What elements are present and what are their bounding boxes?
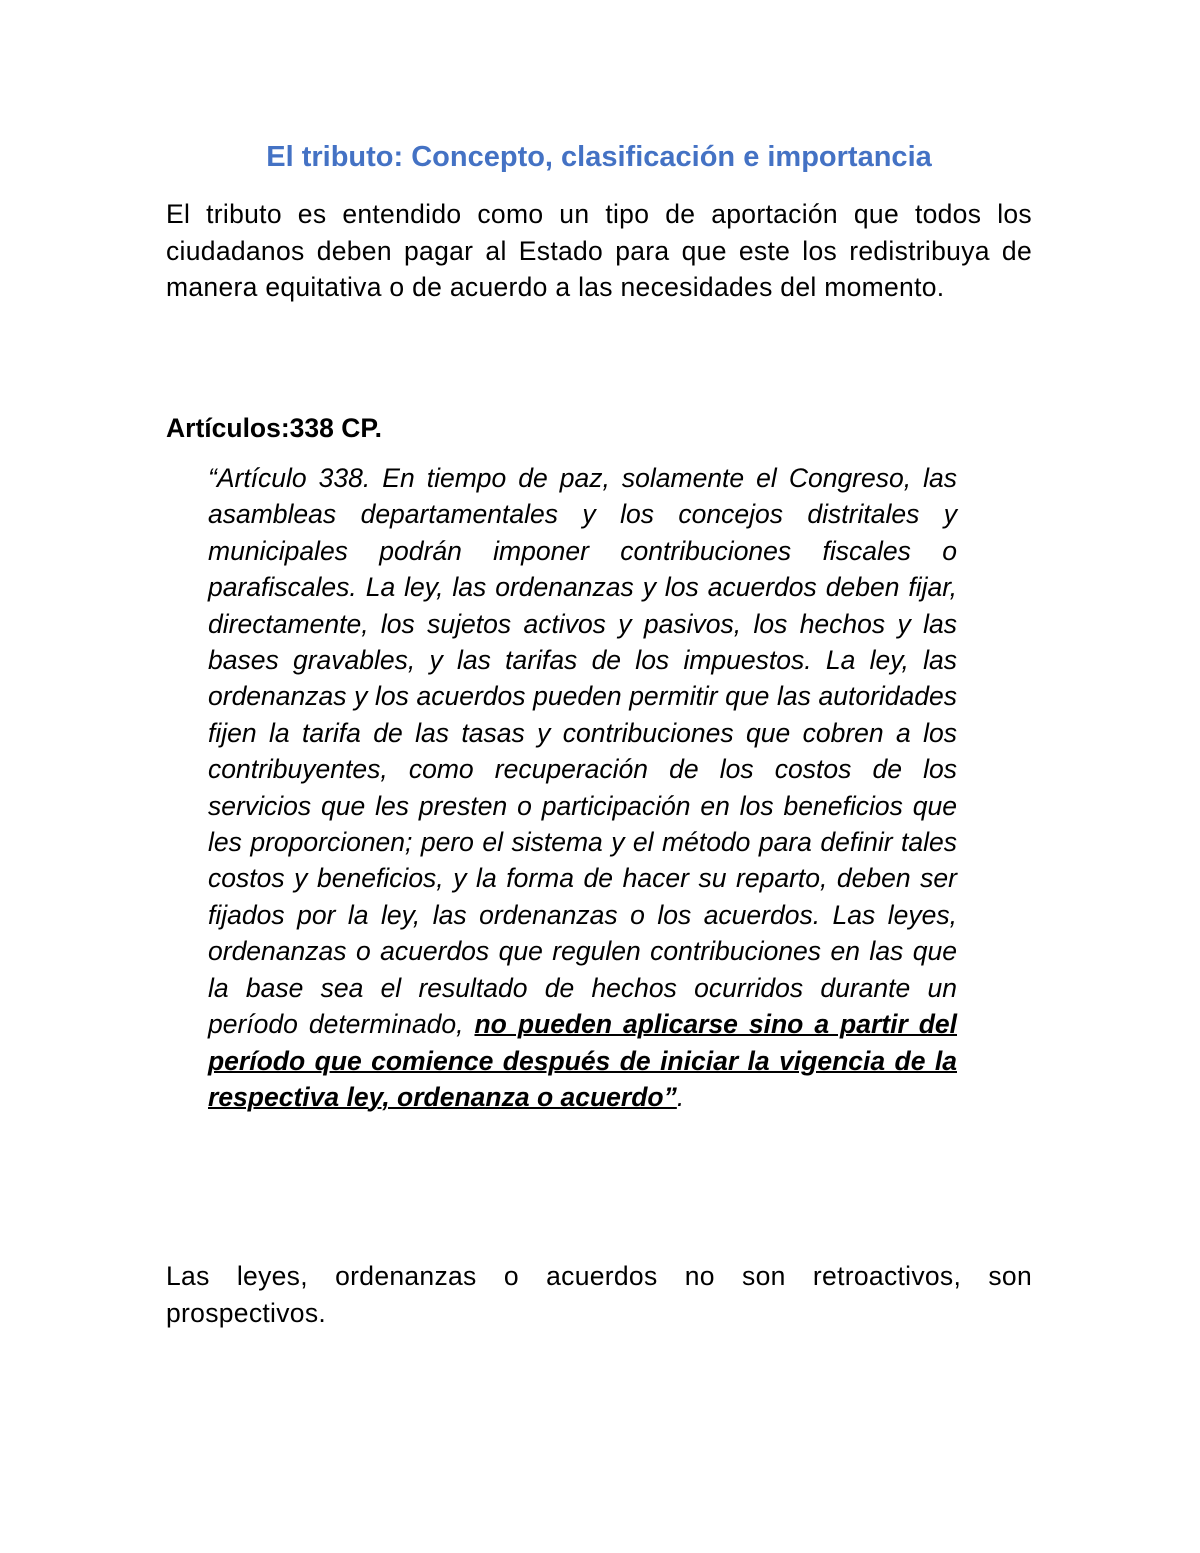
intro-paragraph: El tributo es entendido como un tipo de aportación que todos los ciudadanos deben pagar al Estado para que este los redistribuya de manera equitativa o de acuerdo a las necesidades del momento. bbox=[166, 199, 1032, 302]
article-quote bbox=[208, 460, 957, 1115]
closing-paragraph: Las leyes, ordenanzas o acuerdos no son retroactivos, son prospectivos. bbox=[166, 1261, 1032, 1328]
articles-heading: Artículos:338 CP. bbox=[166, 413, 383, 443]
document-title: El tributo: Concepto, clasificación e importancia bbox=[266, 141, 932, 173]
quote-end-punctuation: . bbox=[676, 1081, 685, 1112]
quote-emphasized-text: no pueden aplicarse sino a partir del período que comience después de iniciar la vigencia de la respectiva ley, ordenanza o acuerdo” bbox=[208, 1009, 957, 1112]
quote-text: “Artículo 338. En tiempo de paz, solamente el Congreso, las asambleas departamentales y los concejos distritales y municipales podrán imponer contribuciones fiscales o parafiscales. La ley, las ordenanzas y los acuerdos deben fijar, directamente, los sujetos activos y pasivos, los hechos y las bases gravables, y las tarifas de los impuestos. La ley, las ordenanzas y los acuerdos pueden permitir que las autoridades fijen la tarifa de las tasas y contribuciones que cobren a los contribuyentes, como recuperación de los costos de los servicios que les presten o participación en los beneficios que les proporcionen; pero el sistema y el método para definir tales costos y beneficios, y la forma de hacer su reparto, deben ser fijados por la ley, las ordenanzas o los acuerdos. Las leyes, ordenanzas o acuerdos que regulen contribuciones en las que la base sea el resultado de hechos ocurridos durante un período determinado, bbox=[208, 463, 957, 1040]
